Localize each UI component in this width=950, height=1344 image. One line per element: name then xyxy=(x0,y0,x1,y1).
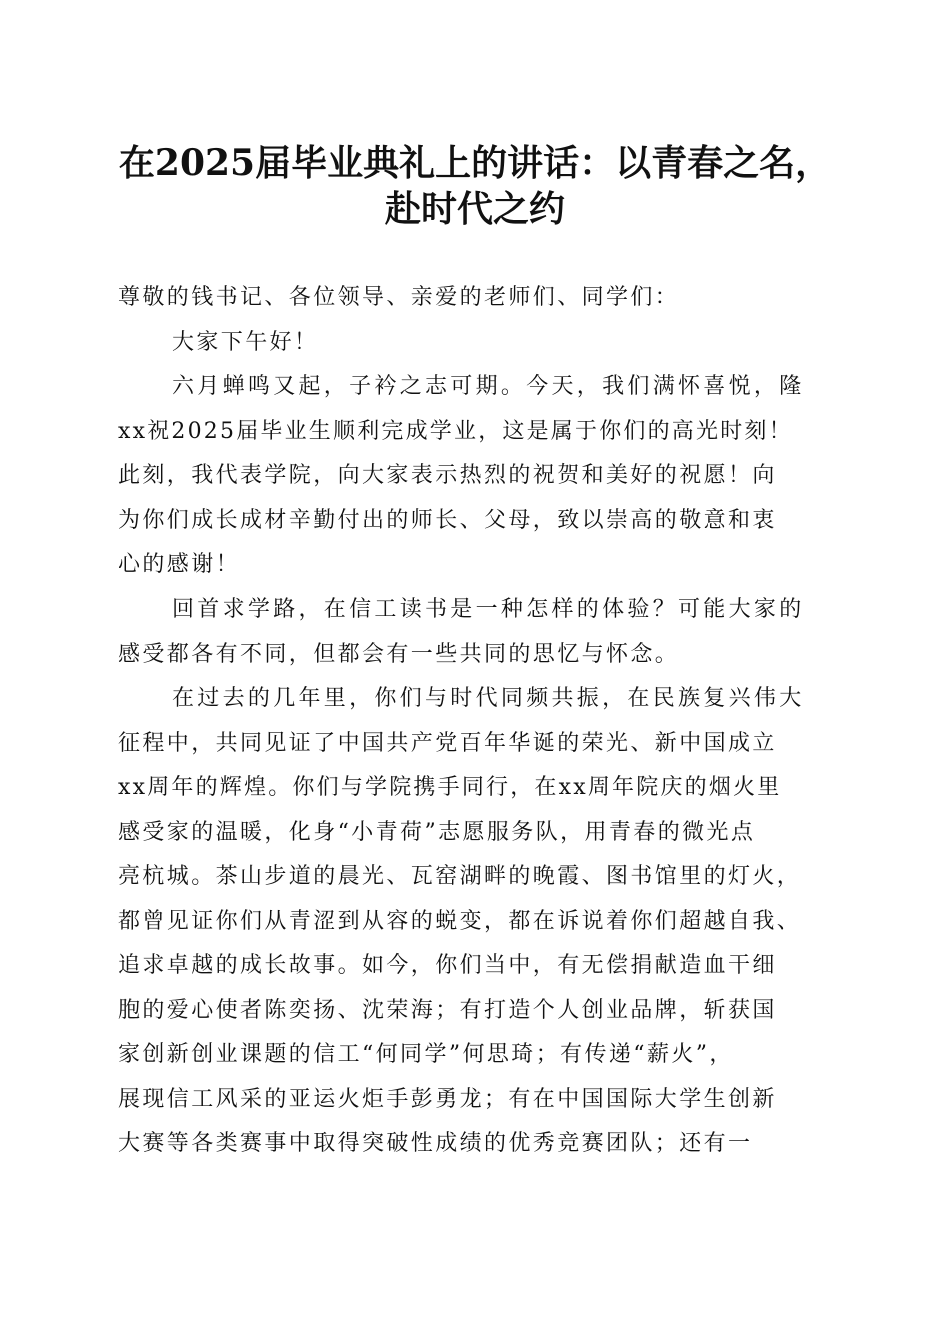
text-line: 感受家的温暖，化身“小青荷”志愿服务队，用青春的微光点 xyxy=(118,820,756,845)
salutation: 尊敬的钱书记、各位领导、亲爱的老师们、同学们： xyxy=(118,285,680,310)
text-line: 在过去的几年里，你们与时代同频共振，在民族复兴伟大 xyxy=(172,686,805,711)
text-line: 征程中，共同见证了中国共产党百年华诞的荣光、新中国成立 xyxy=(118,731,777,756)
greeting: 大家下午好！ xyxy=(172,330,319,355)
text-line: 此刻，我代表学院，向大家表示热烈的祝贺和美好的祝愿！向 xyxy=(118,463,777,488)
text-line: 展现信工风采的亚运火炬手彭勇龙；有在中国国际大学生创新 xyxy=(118,1087,777,1112)
text-line: 感受都各有不同，但都会有一些共同的思忆与怀念。 xyxy=(118,642,680,667)
text-line: 都曾见证你们从青涩到从容的蜕变，都在诉说着你们超越自我、 xyxy=(118,909,802,934)
document-title-line-1: 在2025届毕业典礼上的讲话：以青春之名， xyxy=(118,142,832,184)
text-line: 胞的爱心使者陈奕扬、沈荣海；有打造个人创业品牌，斩获国 xyxy=(118,998,777,1023)
text-line: 回首求学路，在信工读书是一种怎样的体验？可能大家的 xyxy=(172,597,805,622)
text-line: 追求卓越的成长故事。如今，你们当中，有无偿捐献造血干细 xyxy=(118,953,777,978)
text-line: 亮杭城。茶山步道的晨光、瓦窑湖畔的晚霞、图书馆里的灯火， xyxy=(118,864,802,889)
text-line: 为你们成长成材辛勤付出的师长、父母，致以崇高的敬意和衷 xyxy=(118,508,777,533)
document-title-line-2: 赴时代之约 xyxy=(384,188,565,230)
text-line: 家创新创业课题的信工“何同学”何思琦；有传递“薪火”， xyxy=(118,1042,734,1067)
text-line: 六月蝉鸣又起，子衿之志可期。今天，我们满怀喜悦，隆 xyxy=(172,374,805,399)
text-line: 大赛等各类赛事中取得突破性成绩的优秀竞赛团队；还有一 xyxy=(118,1131,753,1156)
text-line: xx周年的辉煌。你们与学院携手同行，在xx周年院庆的烟火里 xyxy=(118,775,782,800)
text-line: 心的感谢！ xyxy=(118,552,241,577)
text-line: xx祝2025届毕业生顺利完成学业，这是属于你们的高光时刻！ xyxy=(118,419,793,444)
